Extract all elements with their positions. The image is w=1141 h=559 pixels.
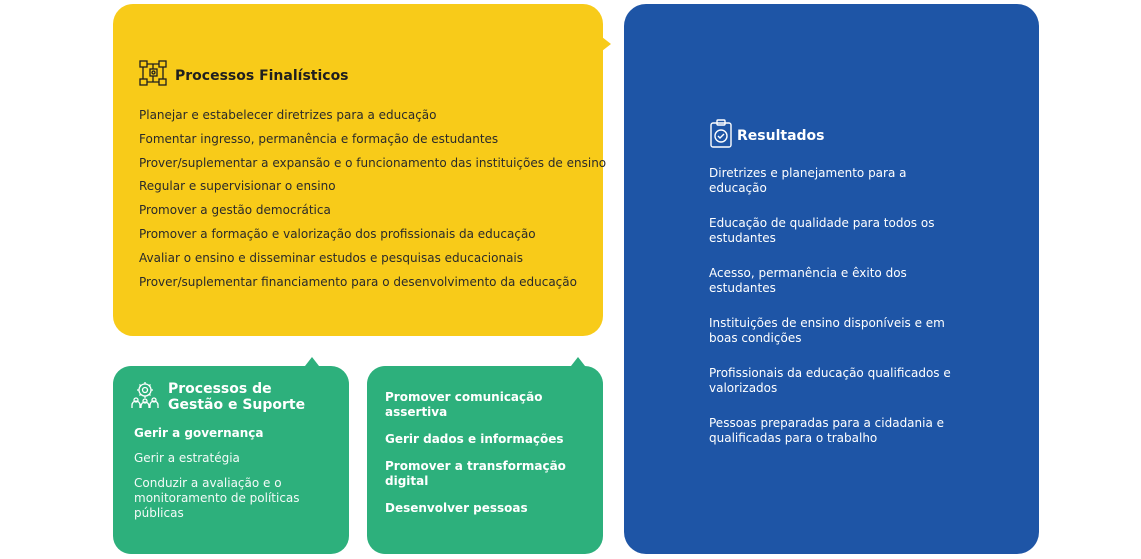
resultados-panel bbox=[624, 4, 1039, 554]
suporte-list bbox=[385, 390, 590, 528]
panel-arrow bbox=[602, 37, 611, 51]
list-item: Gerir a governança bbox=[134, 426, 264, 440]
resultados-header bbox=[709, 119, 825, 153]
list-item: Pessoas preparadas para a cidadania e qualificadas para o trabalho bbox=[709, 416, 945, 445]
suporte-panel bbox=[367, 366, 603, 554]
panel-arrow bbox=[571, 357, 585, 366]
list-item: Gerir dados e informações bbox=[385, 432, 564, 446]
list-item: Gerir a estratégia bbox=[134, 451, 240, 465]
finalisticos-title: Processos Finalísticos bbox=[175, 68, 349, 84]
gestao-title: Processos de Gestão e Suporte bbox=[168, 381, 306, 413]
gestao-panel bbox=[113, 366, 349, 554]
finalisticos-header bbox=[139, 60, 349, 92]
resultados-list bbox=[709, 166, 959, 466]
list-item: Regular e supervisionar o ensino bbox=[139, 179, 336, 194]
list-item: Prover/suplementar financiamento para o desenvolvimento da educação bbox=[139, 274, 577, 289]
list-item: Planejar e estabelecer diretrizes para a educação bbox=[139, 108, 437, 122]
list-item: Profissionais da educação qualificados e valorizados bbox=[709, 366, 951, 395]
gestao-list bbox=[134, 426, 334, 531]
list-item: Acesso, permanência e êxito dos estudantes bbox=[709, 266, 907, 295]
list-item: Instituições de ensino disponíveis e em boas condições bbox=[709, 316, 945, 345]
list-item: Promover a formação e valorização dos profissionais da educação bbox=[139, 226, 536, 241]
finalisticos-panel bbox=[113, 4, 607, 336]
list-item: Fomentar ingresso, permanência e formação de estudantes bbox=[139, 131, 499, 146]
list-item: Promover a gestão democrática bbox=[139, 203, 331, 218]
list-item: Conduzir a avaliação e o monitoramento de políticas públicas bbox=[134, 476, 300, 520]
resultados-title: Resultados bbox=[737, 128, 825, 144]
panel-arrow bbox=[305, 357, 319, 366]
list-item: Diretrizes e planejamento para a educação bbox=[709, 166, 907, 195]
list-item: Desenvolver pessoas bbox=[385, 501, 528, 515]
clipboard-check-icon bbox=[709, 119, 733, 153]
list-item: Avaliar o ensino e disseminar estudos e pesquisas educacionais bbox=[139, 250, 524, 265]
finalisticos-list bbox=[139, 104, 606, 294]
list-item: Educação de qualidade para todos os estudantes bbox=[709, 216, 935, 245]
list-item: Promover comunicação assertiva bbox=[385, 390, 543, 419]
list-item: Prover/suplementar a expansão e o funcionamento das instituições de ensino bbox=[139, 155, 607, 170]
gear-people-icon bbox=[131, 381, 159, 413]
process-flow-icon bbox=[139, 60, 167, 92]
gestao-header bbox=[131, 381, 308, 413]
list-item: Promover a transformação digital bbox=[385, 459, 566, 488]
